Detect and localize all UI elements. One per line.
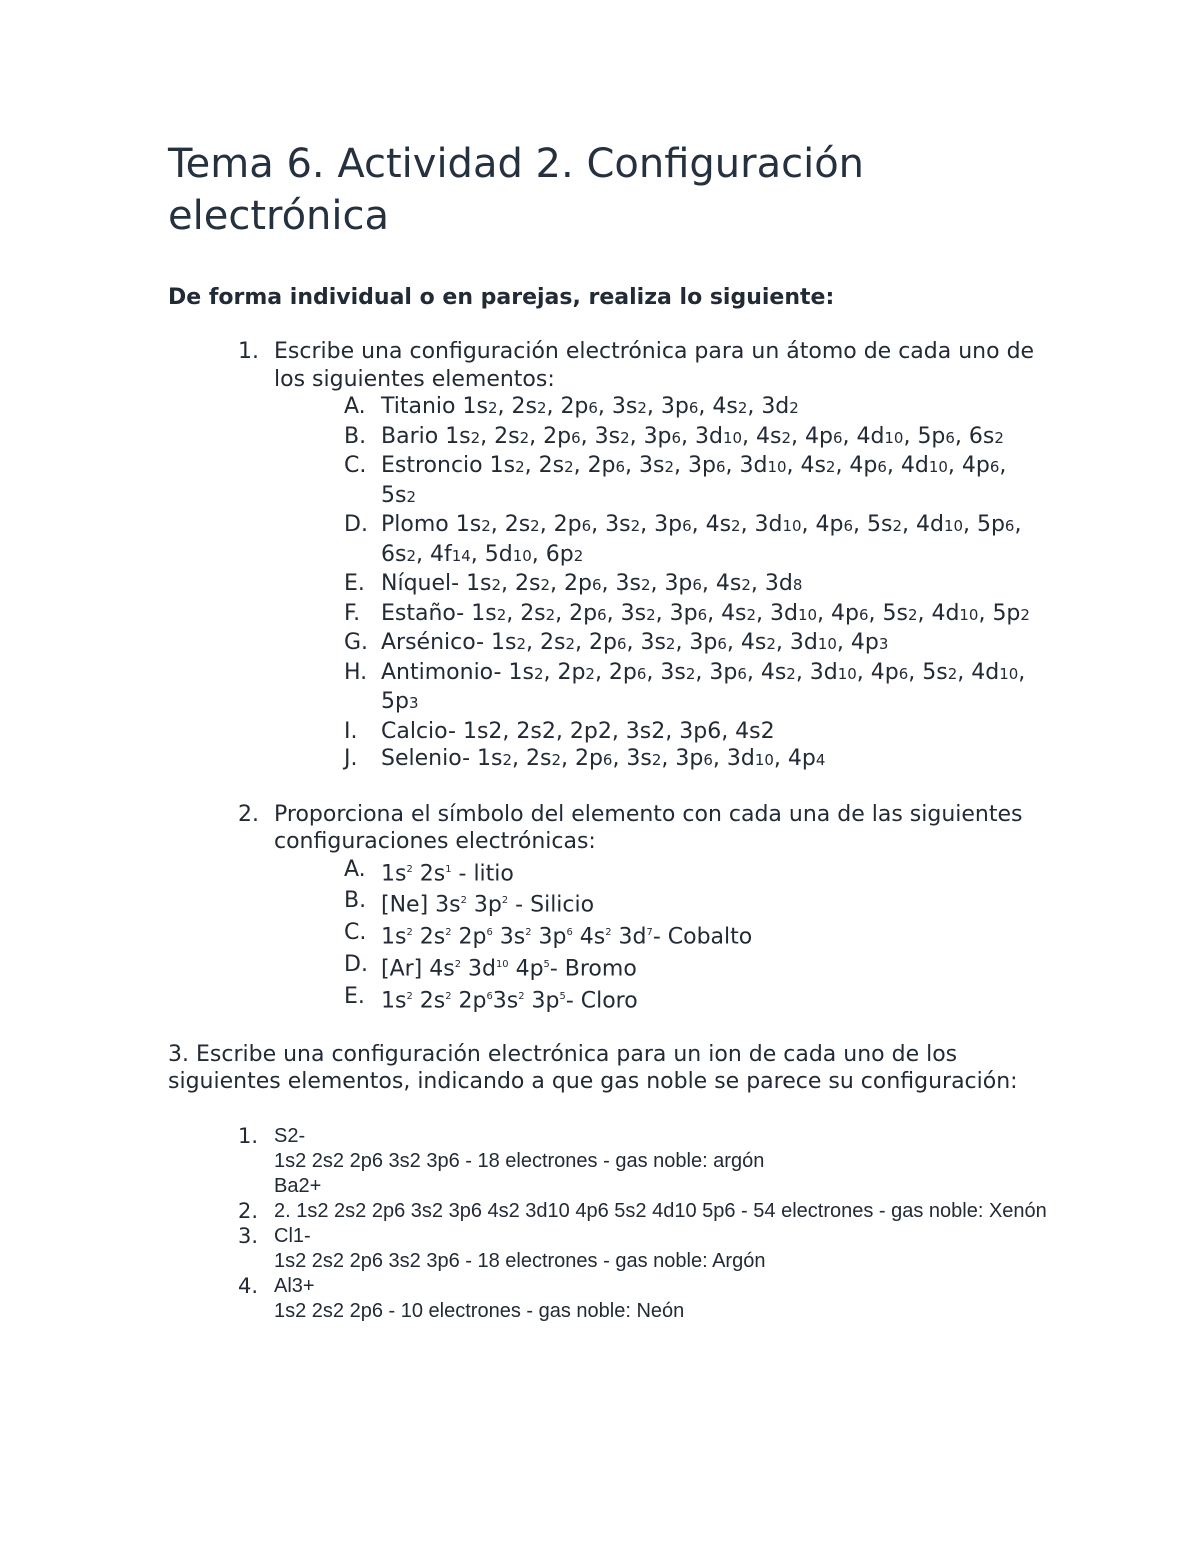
question-1 <box>168 338 1048 775</box>
orbital: , 5s <box>381 453 1007 508</box>
electron-count: 2 <box>406 863 413 875</box>
item-number: 4. <box>238 1273 259 1298</box>
orbital: , 4p <box>836 630 879 655</box>
element-answer: - Cloro <box>565 988 638 1014</box>
item-letter: A. <box>344 856 366 882</box>
electron-count: 2 <box>406 927 413 939</box>
orbital: 3p <box>531 924 567 950</box>
orbital: , 3p <box>655 600 698 626</box>
orbital: , 4s <box>707 600 747 626</box>
list-item <box>168 600 1048 630</box>
question-number: 2. <box>238 801 259 827</box>
ion-list <box>168 1124 1048 1324</box>
electron-count: 2 <box>530 517 540 535</box>
item-letter: E. <box>344 571 365 596</box>
electron-count: 10 <box>767 458 787 476</box>
orbital: , 3s <box>601 571 641 596</box>
answer-line: Ba2+ <box>274 1174 322 1197</box>
electron-count: 2 <box>533 664 544 683</box>
electron-count: 2 <box>685 664 696 683</box>
orbital: 3p <box>524 988 560 1014</box>
electron-count: 2 <box>565 635 575 653</box>
item-letter: J. <box>344 746 358 771</box>
orbital: , 2s <box>524 453 565 478</box>
orbital: 1s <box>445 423 471 449</box>
orbital: 3s <box>492 988 519 1014</box>
orbital: , 3p <box>675 630 718 655</box>
electron-count: 4 <box>815 751 826 769</box>
electron-count: 6 <box>636 664 647 683</box>
electron-count: 10 <box>723 428 743 447</box>
electron-count: 2 <box>646 605 656 624</box>
orbital: , 4d <box>917 600 960 626</box>
item-number: 2. <box>238 1198 259 1223</box>
orbital: , 3p <box>650 571 693 596</box>
electron-count: 2 <box>781 428 791 447</box>
electron-count: 2 <box>525 927 532 939</box>
electron-count: 10 <box>943 517 963 535</box>
orbital: 1s <box>381 988 407 1014</box>
electron-count: 2 <box>406 546 416 565</box>
electron-count: 6 <box>616 635 627 653</box>
noble-gas-core: [Ne] <box>381 892 436 918</box>
list-item <box>168 452 1048 511</box>
orbital: , 3s <box>646 659 686 685</box>
electron-count: 6 <box>486 927 493 939</box>
electron-count: 6 <box>989 458 1000 476</box>
item-letter: B. <box>344 888 367 914</box>
orbital: , 3d <box>775 630 818 655</box>
electron-count: 2 <box>573 546 584 565</box>
orbital: , 2p <box>594 659 637 685</box>
electron-count: 10 <box>798 605 818 624</box>
orbital: , 3s <box>626 630 666 655</box>
electron-count: 10 <box>754 751 774 769</box>
electron-count: 2 <box>551 751 561 769</box>
orbital: , 4s <box>701 571 742 596</box>
answer-line: 1s2 2s2 2p6 3s2 3p6 - 18 electrones - gas noble: Argón <box>274 1249 766 1272</box>
list-item <box>168 1124 1048 1199</box>
list-item <box>168 887 1048 919</box>
orbital: , 4s <box>746 659 787 685</box>
orbital: , 3d <box>795 659 838 685</box>
question-3-text: 3. Escribe una configuración electrónica para un ion de cada uno de los siguientes elementos, indicando a que gas noble se parece su configuración: <box>168 1041 1018 1095</box>
electron-count: 10 <box>782 517 802 535</box>
item-letter: E. <box>344 983 365 1009</box>
list-item <box>168 856 1048 888</box>
electron-count: 6 <box>717 635 727 653</box>
electron-count: 2 <box>737 399 748 417</box>
orbital: , 2s <box>497 394 537 419</box>
orbital: , 5s <box>868 600 908 626</box>
electron-count: 6 <box>615 458 626 476</box>
electron-count: 2 <box>651 751 662 769</box>
electron-count: 6 <box>703 751 713 769</box>
orbital: 2s <box>412 988 446 1014</box>
item-letter: H. <box>344 659 368 685</box>
element-name: Estroncio <box>381 453 490 478</box>
electron-count: 2 <box>664 458 675 476</box>
element-answer: - Bromo <box>549 956 637 982</box>
orbital: 4s <box>572 924 606 950</box>
electron-count: 6 <box>591 576 602 594</box>
item-letter: A. <box>344 394 366 419</box>
electron-count: 6 <box>597 605 607 624</box>
orbital: , 2p <box>529 423 572 449</box>
orbital: , 4s <box>742 423 782 449</box>
electron-count: 2 <box>640 576 651 594</box>
element-name: Plomo <box>381 512 456 537</box>
orbital: 3s <box>435 892 461 918</box>
orbital: 3d <box>611 924 647 950</box>
electron-count: 2 <box>630 517 641 535</box>
electron-count: 6 <box>877 458 887 476</box>
electron-count: 2 <box>540 576 551 594</box>
list-item <box>168 983 1048 1015</box>
electron-count: 2 <box>907 605 918 624</box>
electron-count: 3 <box>878 635 889 653</box>
orbital: , 2p <box>573 453 616 478</box>
electron-count: 2 <box>406 487 416 506</box>
orbital: , 6p <box>531 541 574 567</box>
element-name: Calcio- <box>381 718 463 744</box>
electron-count: 2 <box>501 895 509 907</box>
orbital: , 5p <box>381 659 1026 714</box>
orbital: , 3s <box>580 423 621 449</box>
electron-count: 6 <box>1004 517 1015 535</box>
list-item <box>168 745 1048 775</box>
list-item <box>168 511 1048 570</box>
orbital: 4p <box>508 956 544 982</box>
list-item <box>168 1274 1048 1324</box>
orbital: , 3p <box>629 423 672 449</box>
orbital: 1s <box>471 600 497 626</box>
electron-count: 6 <box>697 605 708 624</box>
orbital: 3p <box>466 892 502 918</box>
electron-count: 10 <box>928 458 948 476</box>
orbital: 1s <box>489 453 516 478</box>
element-name: Antimonio- <box>381 659 509 685</box>
electron-count: 1 <box>445 863 452 875</box>
electron-count: 2 <box>741 576 751 594</box>
orbital: , 2p <box>550 571 592 596</box>
electron-count: 6 <box>571 428 581 447</box>
noble-gas-core: [Ar] <box>381 956 430 982</box>
orbital: , 4d <box>842 423 885 449</box>
orbital: , 3s <box>612 746 652 771</box>
orbital: , 4p <box>835 453 878 478</box>
electron-count: 14 <box>451 546 471 565</box>
orbital: , 2s <box>480 423 520 449</box>
electron-count: 2 <box>496 605 507 624</box>
electron-count: 2 <box>564 458 574 476</box>
instructions: De forma individual o en parejas, realiza lo siguiente: <box>168 285 835 310</box>
orbital: , 2p <box>560 746 603 771</box>
element-list <box>274 393 1048 775</box>
electron-count: 2 <box>892 517 902 535</box>
question-number: 1. <box>238 339 259 364</box>
orbital: , 3d <box>756 600 798 626</box>
orbital: , 4s <box>786 453 826 478</box>
orbital: 2s <box>412 924 446 950</box>
electron-count: 2 <box>825 458 836 476</box>
orbital: , 3d <box>747 394 790 419</box>
orbital: , 5p <box>962 512 1005 537</box>
configuration-list <box>274 856 1048 1015</box>
answer-line: 1s2 2s2 2p6 3s2 3p6 - 18 electrones - gas noble: argón <box>274 1149 765 1172</box>
orbital: , 3d <box>750 571 793 596</box>
electron-count: 6 <box>688 399 699 417</box>
orbital: , 5s <box>908 659 948 685</box>
answer-line: 2. 1s2 2s2 2p6 3s2 3p6 4s2 3d10 4p6 5s2 4d10 5p6 - 54 electrones - gas noble: Xenón <box>274 1199 1047 1222</box>
electron-count: 6 <box>581 517 592 535</box>
electron-count: 2 <box>502 751 512 769</box>
orbital: , 3p <box>674 453 716 478</box>
orbital: , 4p <box>817 600 859 626</box>
orbital: , 3s <box>597 394 638 419</box>
item-letter: D. <box>344 951 368 977</box>
electron-count: 2 <box>519 428 530 447</box>
list-item <box>168 1199 1048 1224</box>
orbital: , 3p <box>640 512 683 537</box>
electron-count: 6 <box>682 517 692 535</box>
electron-count: 2 <box>605 927 612 939</box>
element-answer: - Cobalto <box>652 924 753 950</box>
orbital: , 2s <box>490 512 531 537</box>
orbital: , 2p <box>546 394 589 419</box>
electron-count: 10 <box>496 958 509 970</box>
item-letter: D. <box>344 512 368 537</box>
orbital: 1s <box>455 512 482 537</box>
item-letter: C. <box>344 920 367 946</box>
electron-count: 2 <box>665 635 676 653</box>
orbital: , 6s <box>381 512 1022 567</box>
element-name: Arsénico- <box>381 630 492 655</box>
orbital: , 3d <box>681 423 723 449</box>
orbital: , 4d <box>886 453 929 478</box>
element-name: Bario <box>381 423 446 449</box>
electron-count: 6 <box>692 576 702 594</box>
electron-count: 5 <box>543 958 550 970</box>
element-answer: - litio <box>451 860 514 886</box>
list-item <box>168 570 1048 600</box>
electron-count: 7 <box>646 927 653 939</box>
element-name: Selenio- <box>381 746 478 771</box>
list-item <box>168 393 1048 423</box>
electron-count: 2 <box>445 990 452 1002</box>
electron-count: 6 <box>945 428 955 447</box>
electron-count: 6 <box>671 428 682 447</box>
orbital: 2p <box>451 988 487 1014</box>
answer-line: S2- <box>274 1124 306 1147</box>
item-number: 1. <box>238 1123 259 1148</box>
orbital: , 3s <box>606 600 647 626</box>
electron-count: 2 <box>637 399 647 417</box>
electron-count: 2 <box>481 517 491 535</box>
orbital: , 4p <box>773 746 816 771</box>
orbital: , 6s <box>954 423 995 449</box>
orbital: , 4f <box>415 541 452 567</box>
orbital: , 3d <box>712 746 755 771</box>
orbital: , 4p <box>947 453 990 478</box>
item-letter: C. <box>344 453 367 478</box>
list-item <box>168 423 1048 453</box>
orbital: , 4s <box>698 394 738 419</box>
electron-count: 2 <box>731 517 741 535</box>
orbital: , 3d <box>725 453 768 478</box>
orbital: , 3p <box>661 746 704 771</box>
item-letter: B. <box>344 423 367 449</box>
electron-count: 10 <box>512 546 532 565</box>
answer-line: 1s2 2s2 2p6 - 10 electrones - gas noble: Neón <box>274 1299 685 1322</box>
item-number: 3. <box>238 1223 259 1248</box>
orbital: , 3p <box>646 394 689 419</box>
electron-count: 2 <box>470 428 481 447</box>
orbital: , 2s <box>501 571 541 596</box>
orbital: , 5p <box>978 600 1021 626</box>
orbital: , 2p <box>555 600 598 626</box>
electron-count: 2 <box>487 399 498 417</box>
electron-count: 10 <box>884 428 904 447</box>
electron-count: 2 <box>491 576 502 594</box>
element-answer: - Silicio <box>508 892 595 918</box>
document-page <box>168 138 1048 1324</box>
orbital: , 4d <box>957 659 1000 685</box>
item-letter: G. <box>344 630 369 655</box>
electron-count: 2 <box>766 635 776 653</box>
orbital: , 2p <box>543 659 586 685</box>
orbital: , 2s <box>512 746 552 771</box>
electron-count: 6 <box>566 927 573 939</box>
element-name: Níquel- <box>381 571 467 596</box>
electron-count: 2 <box>585 664 595 683</box>
electron-count: 2 <box>445 927 452 939</box>
orbital: , 2p <box>539 512 582 537</box>
electron-count: 3 <box>408 694 419 712</box>
list-item <box>168 951 1048 983</box>
orbital: 1s <box>381 860 407 886</box>
orbital: 2s <box>412 860 446 886</box>
electron-count: 6 <box>858 605 869 624</box>
orbital: , 5d <box>470 541 513 567</box>
orbital: , 4p <box>856 659 899 685</box>
electron-count: 2 <box>789 399 799 417</box>
question-text: Proporciona el símbolo del elemento con cada una de las siguientes configuraciones electrónicas: <box>274 801 1023 854</box>
item-letter: I. <box>344 718 358 744</box>
question-2 <box>168 801 1048 1015</box>
electron-count: 2 <box>746 605 757 624</box>
orbital: 1s <box>381 924 407 950</box>
orbital: , 4p <box>801 512 844 537</box>
configuration: 1s2, 2s2, 2p2, 3s2, 3p6, 4s2 <box>462 718 775 744</box>
orbital: 1s <box>462 394 488 419</box>
electron-count: 6 <box>843 517 854 535</box>
orbital: , 5p <box>903 423 946 449</box>
orbital: , 3d <box>740 512 783 537</box>
orbital: , 2s <box>526 630 566 655</box>
list-item <box>168 718 1048 746</box>
orbital: , 3p <box>695 659 738 685</box>
electron-count: 6 <box>602 751 613 769</box>
orbital: 4s <box>429 956 455 982</box>
electron-count: 2 <box>620 428 630 447</box>
electron-count: 2 <box>460 895 467 907</box>
electron-count: 10 <box>999 664 1019 683</box>
orbital: , 4s <box>691 512 732 537</box>
electron-count: 2 <box>518 990 525 1002</box>
electron-count: 2 <box>786 664 796 683</box>
electron-count: 10 <box>837 664 857 683</box>
electron-count: 2 <box>454 958 462 970</box>
electron-count: 10 <box>959 605 979 624</box>
question-text: Escribe una configuración electrónica para un átomo de cada uno de los siguientes elementos: <box>274 339 1035 392</box>
orbital: , 4d <box>901 512 944 537</box>
orbital: 2p <box>451 924 487 950</box>
answer-line: Al3+ <box>274 1274 315 1297</box>
orbital: 1s <box>477 746 503 771</box>
orbital: , 5s <box>853 512 893 537</box>
list-item <box>168 659 1048 718</box>
electron-count: 2 <box>1020 605 1030 624</box>
element-name: Estaño- <box>381 600 472 626</box>
orbital: 1s <box>466 571 492 596</box>
item-letter: F. <box>344 600 361 626</box>
element-name: Titanio <box>381 394 463 419</box>
list-item <box>168 1224 1048 1274</box>
orbital: 1s <box>508 659 534 685</box>
page-title: Tema 6. Actividad 2. Configuración electrónica <box>168 141 865 239</box>
answer-line: Cl1- <box>274 1224 311 1247</box>
electron-count: 6 <box>832 428 843 447</box>
electron-count: 5 <box>559 990 566 1002</box>
orbital: , 3s <box>591 512 631 537</box>
list-item <box>168 919 1048 951</box>
electron-count: 2 <box>994 428 1004 447</box>
electron-count: 2 <box>515 458 525 476</box>
electron-count: 2 <box>947 664 958 683</box>
electron-count: 2 <box>406 990 413 1002</box>
orbital: , 4p <box>791 423 833 449</box>
electron-count: 6 <box>588 399 598 417</box>
orbital: 3s <box>492 924 526 950</box>
electron-count: 8 <box>792 576 803 594</box>
electron-count: 2 <box>545 605 556 624</box>
electron-count: 6 <box>737 664 747 683</box>
orbital: , 3s <box>625 453 665 478</box>
electron-count: 10 <box>817 635 837 653</box>
orbital: , 2p <box>575 630 617 655</box>
electron-count: 2 <box>516 635 527 653</box>
electron-count: 6 <box>898 664 909 683</box>
orbital: , 2s <box>506 600 546 626</box>
electron-count: 6 <box>486 990 493 1002</box>
orbital: , 4s <box>726 630 767 655</box>
electron-count: 2 <box>536 399 547 417</box>
orbital: 1s <box>491 630 517 655</box>
orbital: 3d <box>461 956 496 982</box>
list-item <box>168 629 1048 659</box>
electron-count: 6 <box>715 458 726 476</box>
